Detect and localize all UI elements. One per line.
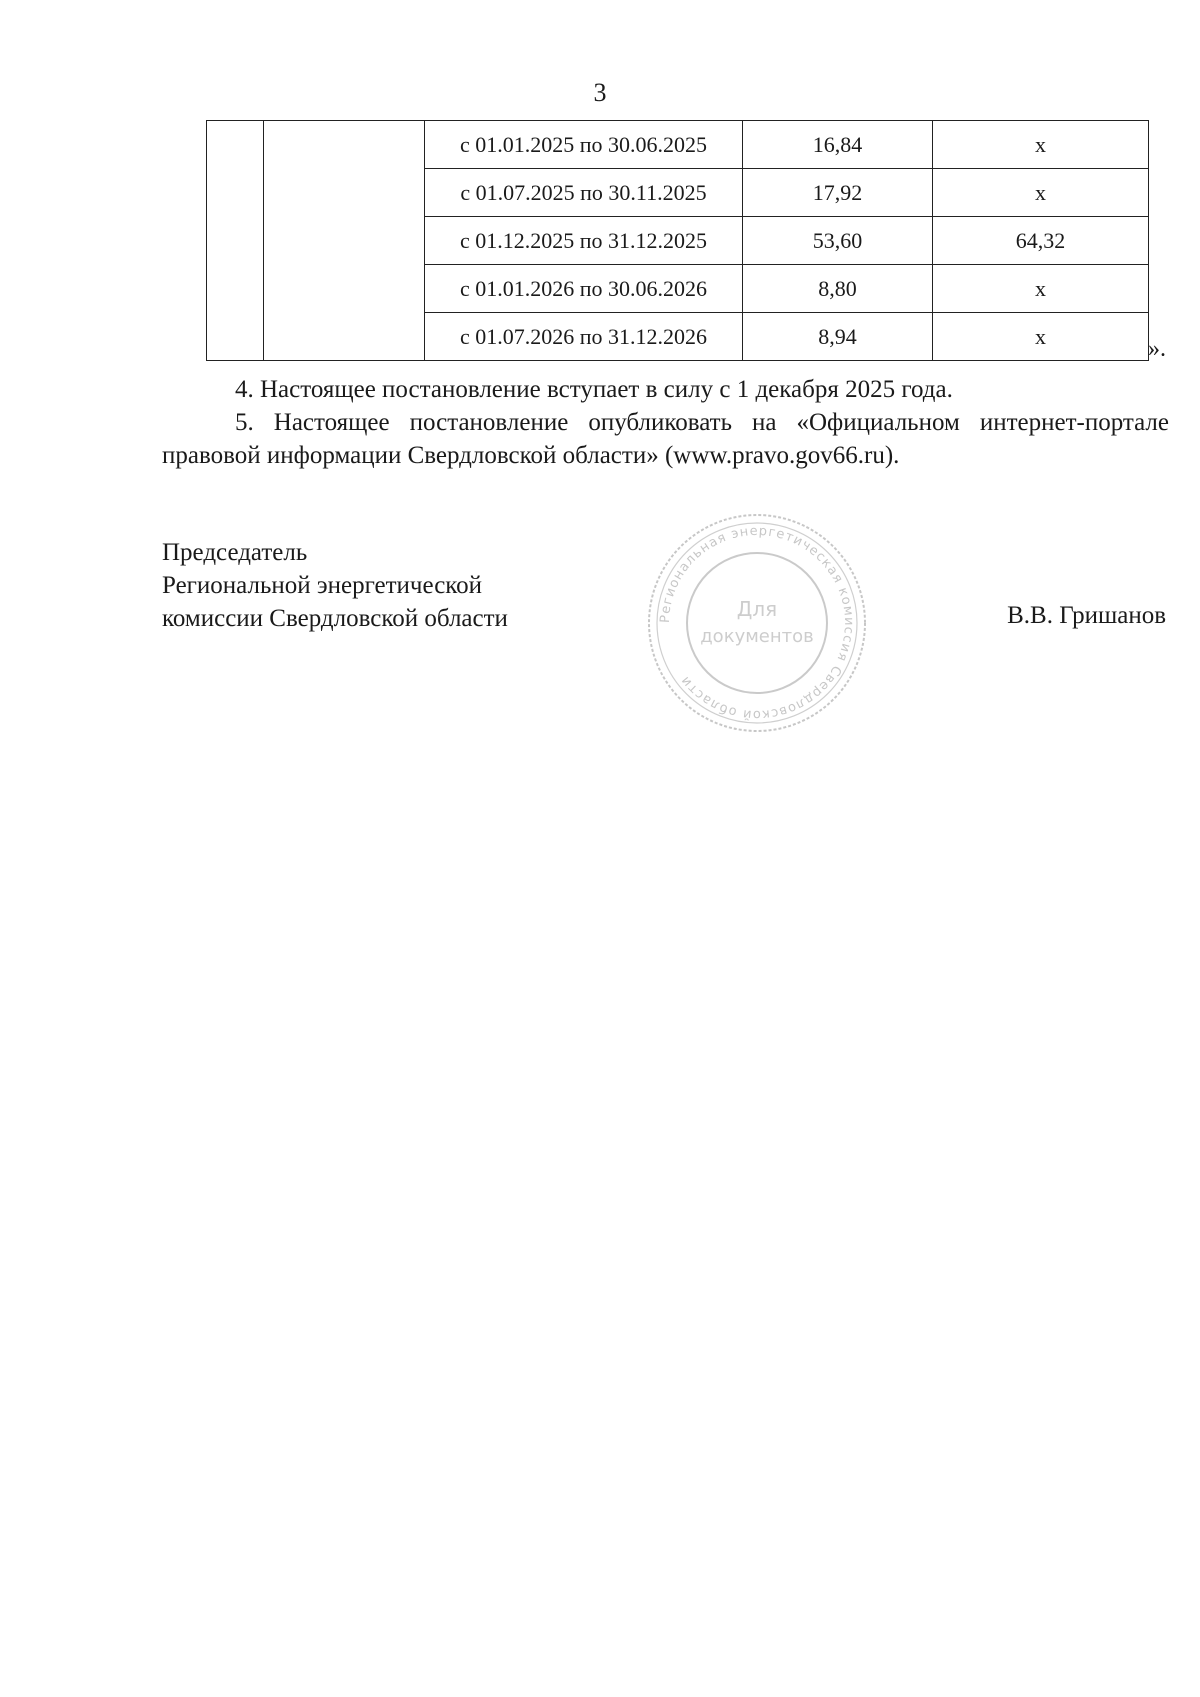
period-cell: с 01.12.2025 по 31.12.2025: [425, 217, 743, 265]
paragraph-5: 5. Настоящее постановление опубликовать на «Официальном интернет-портале правовой информации Свердловской области» (www.pravo.gov66.ru).: [162, 409, 1169, 469]
signature-title-line: Председатель: [162, 539, 308, 566]
value1-cell: 17,92: [743, 169, 933, 217]
value2-cell: 64,32: [933, 217, 1149, 265]
page-number: 3: [593, 78, 607, 107]
stamp-center-text: Для: [736, 597, 778, 621]
period-cell: с 01.01.2026 по 30.06.2026: [425, 265, 743, 313]
signature-title-line: комиссии Свердловской области: [162, 605, 508, 632]
value1-cell: 8,80: [743, 265, 933, 313]
table-cell-empty: [207, 121, 264, 361]
table-cell-empty: [264, 121, 425, 361]
tariff-table: [206, 120, 1149, 361]
period-cell: с 01.07.2026 по 31.12.2026: [425, 313, 743, 361]
value1-cell: 8,94: [743, 313, 933, 361]
value2-cell: х: [933, 169, 1149, 217]
signature-block: [162, 536, 508, 635]
period-cell: с 01.07.2025 по 30.11.2025: [425, 169, 743, 217]
value1-cell: 53,60: [743, 217, 933, 265]
value2-cell: х: [933, 265, 1149, 313]
value1-cell: 16,84: [743, 121, 933, 169]
value2-cell: х: [933, 121, 1149, 169]
closing-quote: ».: [1148, 336, 1166, 362]
signature-title-line: Региональной энергетической: [162, 572, 483, 599]
signer-name: В.В. Гришанов: [1007, 602, 1166, 629]
stamp-ring-text: Региональная энергетическая комиссия Свердловской области: [657, 523, 857, 723]
table-row: [207, 121, 1149, 169]
stamp-center-text: документов: [700, 626, 814, 647]
value2-cell: х: [933, 313, 1149, 361]
official-stamp-icon: [642, 508, 872, 738]
paragraph-4: 4. Настоящее постановление вступает в силу с 1 декабря 2025 года.: [235, 376, 953, 403]
period-cell: с 01.01.2025 по 30.06.2025: [425, 121, 743, 169]
